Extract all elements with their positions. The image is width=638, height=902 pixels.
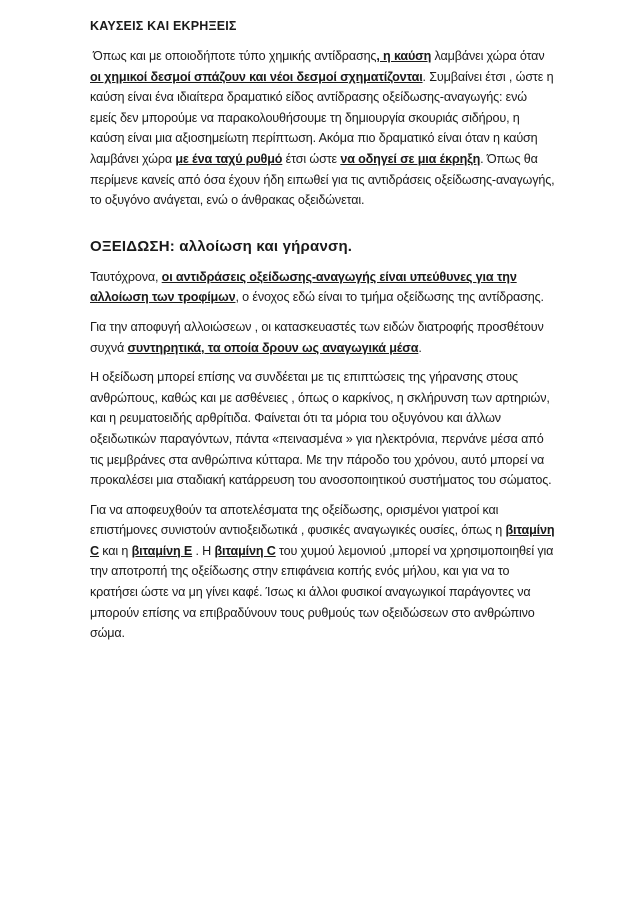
paragraph-preservatives: [90, 317, 555, 358]
text-run: του χυμού λεμονιού ,μπορεί να χρησιμοποιηθεί για την αποτροπή της οξείδωσης στην επιφάνεια κοπής ενός μήλου, και για να το κρατήσει ώστε να μη γίνει καφέ. Ίσως κι άλλοι φυσικοί αναγωγικοί παράγοντες να μπορούν επίσης να επιβραδύνουν τους ρυθμούς των οξειδώσεων στο ανθρώπινο σώμα.: [90, 543, 554, 641]
text-run: . Όπως θα περίμενε κανείς από όσα έχουν ήδη ειπωθεί για τις αντιδράσεις οξείδωσης-αναγωγής, το οξυγόνο ανάγεται, ενώ ο άνθρακας οξειδώνεται.: [90, 151, 555, 208]
emphasis-food-spoilage: οι αντιδράσεις οξείδωσης-αναγωγής είναι υπεύθυνες για την αλλοίωση των τροφίμων: [90, 269, 517, 305]
document-title: ΚΑΥΣΕΙΣ ΚΑΙ ΕΚΡΗΞΕΙΣ: [90, 19, 237, 33]
emphasis-vitamin-e: βιταμίνη E: [131, 543, 193, 558]
emphasis-vitamin-c: βιταμίνη C: [214, 543, 276, 558]
paragraph-aging: Η οξείδωση μπορεί επίσης να συνδέεται με τις επιπτώσεις της γήρανσης στους ανθρώπους, καθώς και με ασθένειες , όπως ο καρκίνος, η σκλήρυνση των αρτηριών, και η ρευματοειδής αρθρίτιδα. Φαίνεται ότι τα μόρια του οξυγόνου και άλλων οξειδωτικών παραγόντων, πάντα «πεινασμένα » για ηλεκτρόνια, περνάνε μέσα από τις μεμβράνες στα ανθρώπινα κύτταρα. Με την πάροδο του χρόνου, αυτό μπορεί να προκαλέσει μια σταδιακή κατάρρευση του ανοσοποιητικού συστήματος του σώματος.: [90, 370, 552, 488]
text-run: Όπως και με οποιοδήποτε τύπο χημικής αντίδρασης: [93, 49, 377, 63]
emphasis-combustion: , η καύση: [376, 49, 432, 63]
paragraph-antioxidants: [90, 500, 555, 644]
paragraph-combustion: [90, 46, 555, 211]
document-page: [90, 18, 555, 644]
emphasis-fast-rate: με ένα ταχύ ρυθμό: [175, 151, 283, 166]
text-run: λαμβάνει χώρα όταν: [431, 49, 545, 63]
text-run: έτσι ώστε: [282, 151, 341, 166]
text-run: , ο ένοχος εδώ είναι το τμήμα οξείδωσης της αντίδρασης.: [235, 290, 544, 305]
emphasis-vitamin-c: βιταμίνη C: [90, 523, 555, 558]
text-run: . Συμβαίνει έτσι , ώστε η καύση είναι ένα ιδιαίτερα δραματικό είδος αντίδρασης οξείδωσης-αναγωγής: ενώ εμείς δεν μπορούμε να παρακολουθήσουμε τη δημιουργία σκουριάς σιδήρου, η καύση είναι μια αξιοσημείωτη περίπτωση. Ακόμα πιο δραματικό είναι όταν η καύση λαμβάνει χώρα: [90, 69, 554, 166]
text-run: .: [418, 340, 422, 355]
text-run: και η: [98, 543, 132, 558]
paragraph-food-spoilage: [90, 267, 555, 308]
emphasis-chemical-bonds: οι χημικοί δεσμοί σπάζουν και νέοι δεσμοί σχηματίζονται: [90, 69, 423, 84]
text-run: Για να αποφευχθούν τα αποτελέσματα της οξείδωσης, ορισμένοι γιατροί και επιστήμονες συνιστούν αντιοξειδωτικά , φυσικές αναγωγικές ουσίες, όπως η: [90, 502, 506, 538]
section-heading-oxidation: ΟΞΕΙΔΩΣΗ: αλλοίωση και γήρανση.: [90, 237, 353, 255]
text-run: Ταυτόχρονα,: [90, 269, 162, 284]
emphasis-preservatives: συντηρητικά, τα οποία δρουν ως αναγωγικά μέσα: [127, 340, 419, 355]
emphasis-explosion: να οδηγεί σε μια έκρηξη: [340, 151, 481, 166]
text-run: Για την αποφυγή αλλοιώσεων , οι κατασκευαστές των ειδών διατροφής προσθέτουν συχνά: [90, 319, 544, 355]
text-run: . Η: [192, 543, 215, 558]
